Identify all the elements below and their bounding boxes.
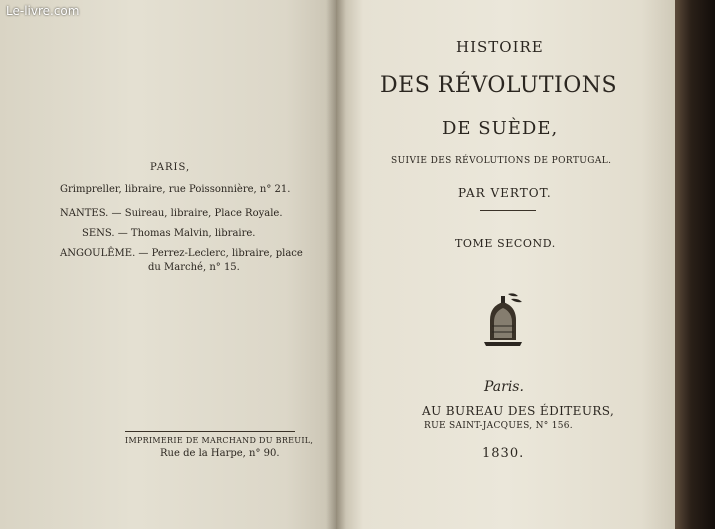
bookseller-sens: SENS. — Thomas Malvin, libraire. bbox=[82, 228, 256, 239]
watermark: Le-livre.com bbox=[6, 4, 80, 18]
bookseller-nantes: NANTES. — Suireau, libraire, Place Royale. bbox=[60, 208, 283, 219]
publisher-address: RUE SAINT-JACQUES, N° 156. bbox=[424, 421, 573, 431]
publication-year: 1830. bbox=[482, 446, 525, 461]
bookseller-paris: Grimpreller, libraire, rue Poissonnière, n° 21. bbox=[60, 184, 291, 195]
printers-mark-vignette-icon bbox=[478, 290, 528, 348]
author: PAR VERTOT. bbox=[458, 186, 552, 200]
publisher: AU BUREAU DES ÉDITEURS, bbox=[422, 404, 615, 418]
subtitle: SUIVIE DES RÉVOLUTIONS DE PORTUGAL. bbox=[391, 156, 612, 166]
imprint-address: Rue de la Harpe, n° 90. bbox=[160, 448, 280, 459]
bookseller-angouleme: ANGOULÊME. — Perrez-Leclerc, libraire, place bbox=[60, 248, 303, 259]
cover-edge bbox=[675, 0, 715, 529]
title-line-2: DES RÉVOLUTIONS bbox=[380, 73, 618, 98]
left-heading: PARIS, bbox=[150, 162, 191, 173]
imprint-rule bbox=[125, 431, 295, 432]
imprint-printer: IMPRIMERIE DE MARCHAND DU BREUIL, bbox=[125, 436, 314, 445]
imprint-city: Paris. bbox=[484, 379, 524, 395]
volume-label: TOME SECOND. bbox=[455, 237, 556, 250]
bookseller-angouleme-cont: du Marché, n° 15. bbox=[148, 262, 240, 273]
book-gutter bbox=[326, 0, 346, 529]
title-line-3: DE SUÈDE, bbox=[442, 118, 559, 139]
title-line-1: HISTOIRE bbox=[456, 38, 544, 56]
author-rule bbox=[480, 210, 536, 211]
